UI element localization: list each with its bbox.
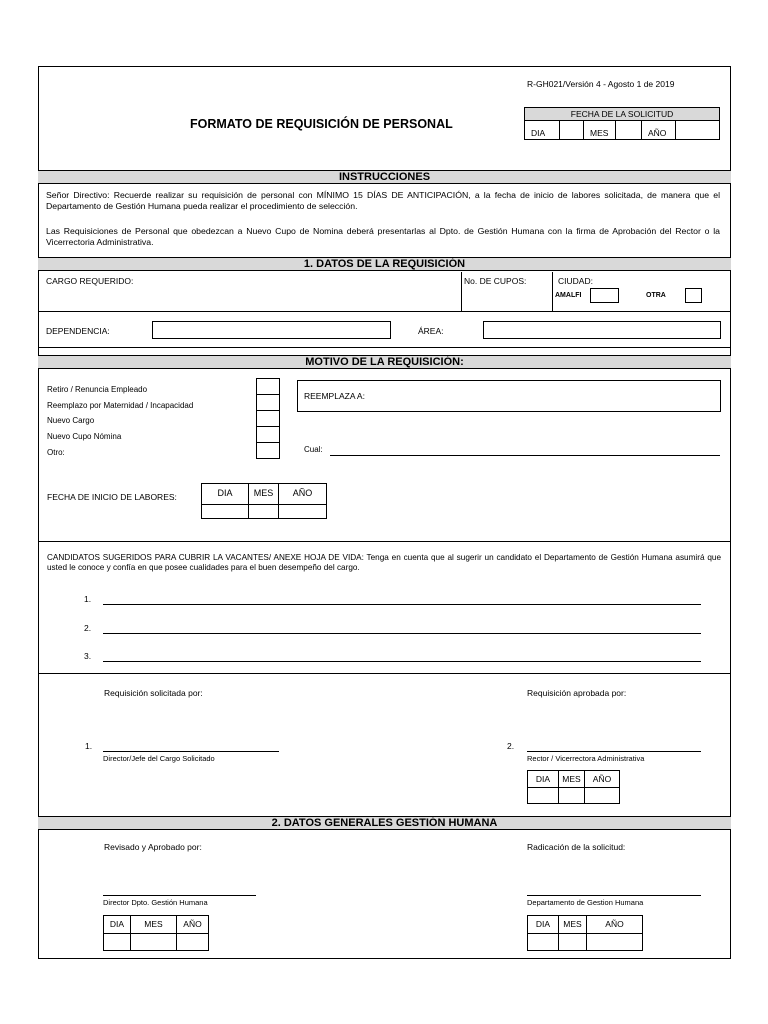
otra-label: OTRA [646, 292, 666, 299]
amalfi-label: AMALFI [555, 292, 582, 299]
motivo-checkbox[interactable] [256, 378, 280, 394]
anio-field[interactable] [587, 934, 642, 950]
departamento-label: Departamento de Gestion Humana [527, 898, 644, 907]
divider [461, 272, 462, 311]
mes-label: MES [131, 916, 177, 933]
motivo-header: MOTIVO DE LA REQUISICIÓN: [38, 355, 731, 369]
rector-label: Rector / Vicerrectora Administrativa [527, 754, 645, 763]
cargo-field[interactable] [46, 287, 456, 309]
dia-label: DIA [528, 771, 559, 787]
mes-label: MES [249, 484, 279, 504]
dia-field[interactable] [104, 934, 131, 950]
dependencia-field[interactable] [152, 321, 391, 339]
divider [38, 673, 731, 674]
mes-label: MES [559, 916, 587, 933]
motivo-option: Otro: [47, 447, 65, 457]
motivo-options [47, 382, 193, 461]
revisado-fecha-grid [103, 915, 209, 951]
candidato-1-field[interactable] [103, 604, 701, 605]
motivo-checkboxes [256, 378, 280, 459]
dependencia-label: DEPENDENCIA: [46, 326, 110, 336]
motivo-option: Reemplazo por Maternidad / Incapacidad [47, 400, 194, 410]
anio-field[interactable] [279, 505, 326, 518]
amalfi-checkbox[interactable] [590, 288, 619, 303]
cargo-label: CARGO REQUERIDO: [46, 276, 134, 286]
candidato-2-field[interactable] [103, 633, 701, 634]
cupos-label: No. DE CUPOS: [464, 276, 527, 286]
divider [38, 311, 731, 312]
divider [38, 541, 731, 542]
director-label: Director/Jefe del Cargo Solicitado [103, 754, 215, 763]
solicitada-label: Requisición solicitada por: [104, 688, 203, 698]
ciudad-label: CIUDAD: [558, 276, 593, 286]
dia-label: DIA [104, 916, 131, 933]
area-label: ÁREA: [418, 326, 444, 336]
anio-field[interactable] [177, 934, 208, 950]
dia-label: DIA [531, 128, 546, 138]
anio-field[interactable] [585, 788, 619, 803]
fecha-solicitud-box [524, 107, 720, 140]
motivo-option: Nuevo Cupo Nómina [47, 432, 122, 442]
anio-label: AÑO [605, 919, 624, 929]
cual-label: Cual: [304, 445, 323, 454]
dia-field[interactable] [528, 934, 559, 950]
dia-label: DIA [528, 916, 559, 933]
radicacion-fecha-grid [527, 915, 643, 951]
instrucciones-p1: Señor Directivo: Recuerde realizar su requisición de personal con MÍNIMO 15 DÍAS DE ANTICIPACIÓN, a la fecha de inicio de labores solicitada, de manera que el Departamento de Gestión Humana pueda realizar el procedimiento de selección. [46, 190, 720, 211]
aprobacion-fecha-grid [527, 770, 620, 804]
dia-field[interactable] [528, 788, 559, 803]
divider [552, 272, 553, 311]
fecha-inicio-grid [201, 483, 327, 519]
firma-departamento-field[interactable] [527, 895, 701, 896]
cual-field[interactable] [330, 455, 720, 456]
mes-field[interactable] [559, 788, 585, 803]
otra-checkbox[interactable] [685, 288, 702, 303]
mes-label: MES [559, 771, 585, 787]
anio-label: AÑO [592, 774, 612, 784]
motivo-option: Nuevo Cargo [47, 416, 95, 426]
form-code: R-GH021/Versión 4 - Agosto 1 de 2019 [527, 79, 675, 89]
anio-field[interactable] [675, 121, 719, 139]
mes-field[interactable] [249, 505, 279, 518]
page-title: FORMATO DE REQUISICIÓN DE PERSONAL [190, 117, 453, 131]
datos-header: 1. DATOS DE LA REQUISICIÓN [38, 257, 731, 271]
motivo-checkbox[interactable] [256, 426, 280, 442]
reemplaza-label: REEMPLAZA A: [304, 391, 365, 401]
anio-label: AÑO [641, 121, 675, 139]
instrucciones-p2: Las Requisiciones de Personal que obedezcan a Nuevo Cupo de Nomina deberá presentarlas al Dpto. de Gestión Humana con la firma de Aprobación del Rector o la Vicerrectoria Administrativa. [46, 226, 720, 247]
candidato-3-field[interactable] [103, 661, 701, 662]
director-gh-label: Director Dpto. Gestión Humana [103, 898, 208, 907]
motivo-checkbox[interactable] [256, 410, 280, 426]
dia-field[interactable] [202, 505, 249, 518]
anio-label: AÑO [183, 919, 202, 929]
mes-field[interactable] [615, 121, 641, 139]
firma-director-gh-field[interactable] [103, 895, 256, 896]
motivo-option: Retiro / Renuncia Empleado [47, 385, 148, 394]
candidatos-text: CANDIDATOS SUGERIDOS PARA CUBRIR LA VACANTES/ ANEXE HOJA DE VIDA: Tenga en cuenta que al sugerir un candidato el Departamento de Gestión Humana asumirá que usted le conoce y confía en que posee cualidades para el buen desempeño del cargo. [47, 553, 721, 572]
fecha-inicio-label: FECHA DE INICIO DE LABORES: [47, 492, 177, 502]
motivo-checkbox[interactable] [256, 394, 280, 410]
motivo-checkbox[interactable] [256, 442, 280, 458]
firma-number: 2. [507, 741, 515, 751]
aprobada-label: Requisición aprobada por: [527, 688, 627, 698]
divider [38, 347, 731, 348]
reemplaza-box[interactable] [297, 380, 721, 412]
dia-field[interactable] [559, 121, 583, 139]
mes-field[interactable] [131, 934, 177, 950]
revisado-label: Revisado y Aprobado por: [104, 842, 202, 852]
area-field[interactable] [483, 321, 721, 339]
dia-label: DIA [202, 484, 249, 504]
candidato-number: 2. [84, 623, 92, 633]
candidato-number: 1. [84, 594, 92, 604]
mes-field[interactable] [559, 934, 587, 950]
firma-rector-field[interactable] [527, 751, 701, 752]
gestion-header: 2. DATOS GENERALES GESTIÓN HUMANA [38, 816, 731, 830]
instrucciones-header: INSTRUCCIONES [38, 170, 731, 184]
radicacion-label: Radicación de la solicitud: [527, 842, 626, 852]
anio-label: AÑO [292, 488, 313, 498]
fecha-solicitud-label: FECHA DE LA SOLICITUD [525, 108, 719, 121]
firma-number: 1. [85, 741, 93, 751]
mes-label: MES [583, 121, 615, 139]
firma-solicitante-field[interactable] [103, 751, 279, 752]
candidato-number: 3. [84, 651, 92, 661]
